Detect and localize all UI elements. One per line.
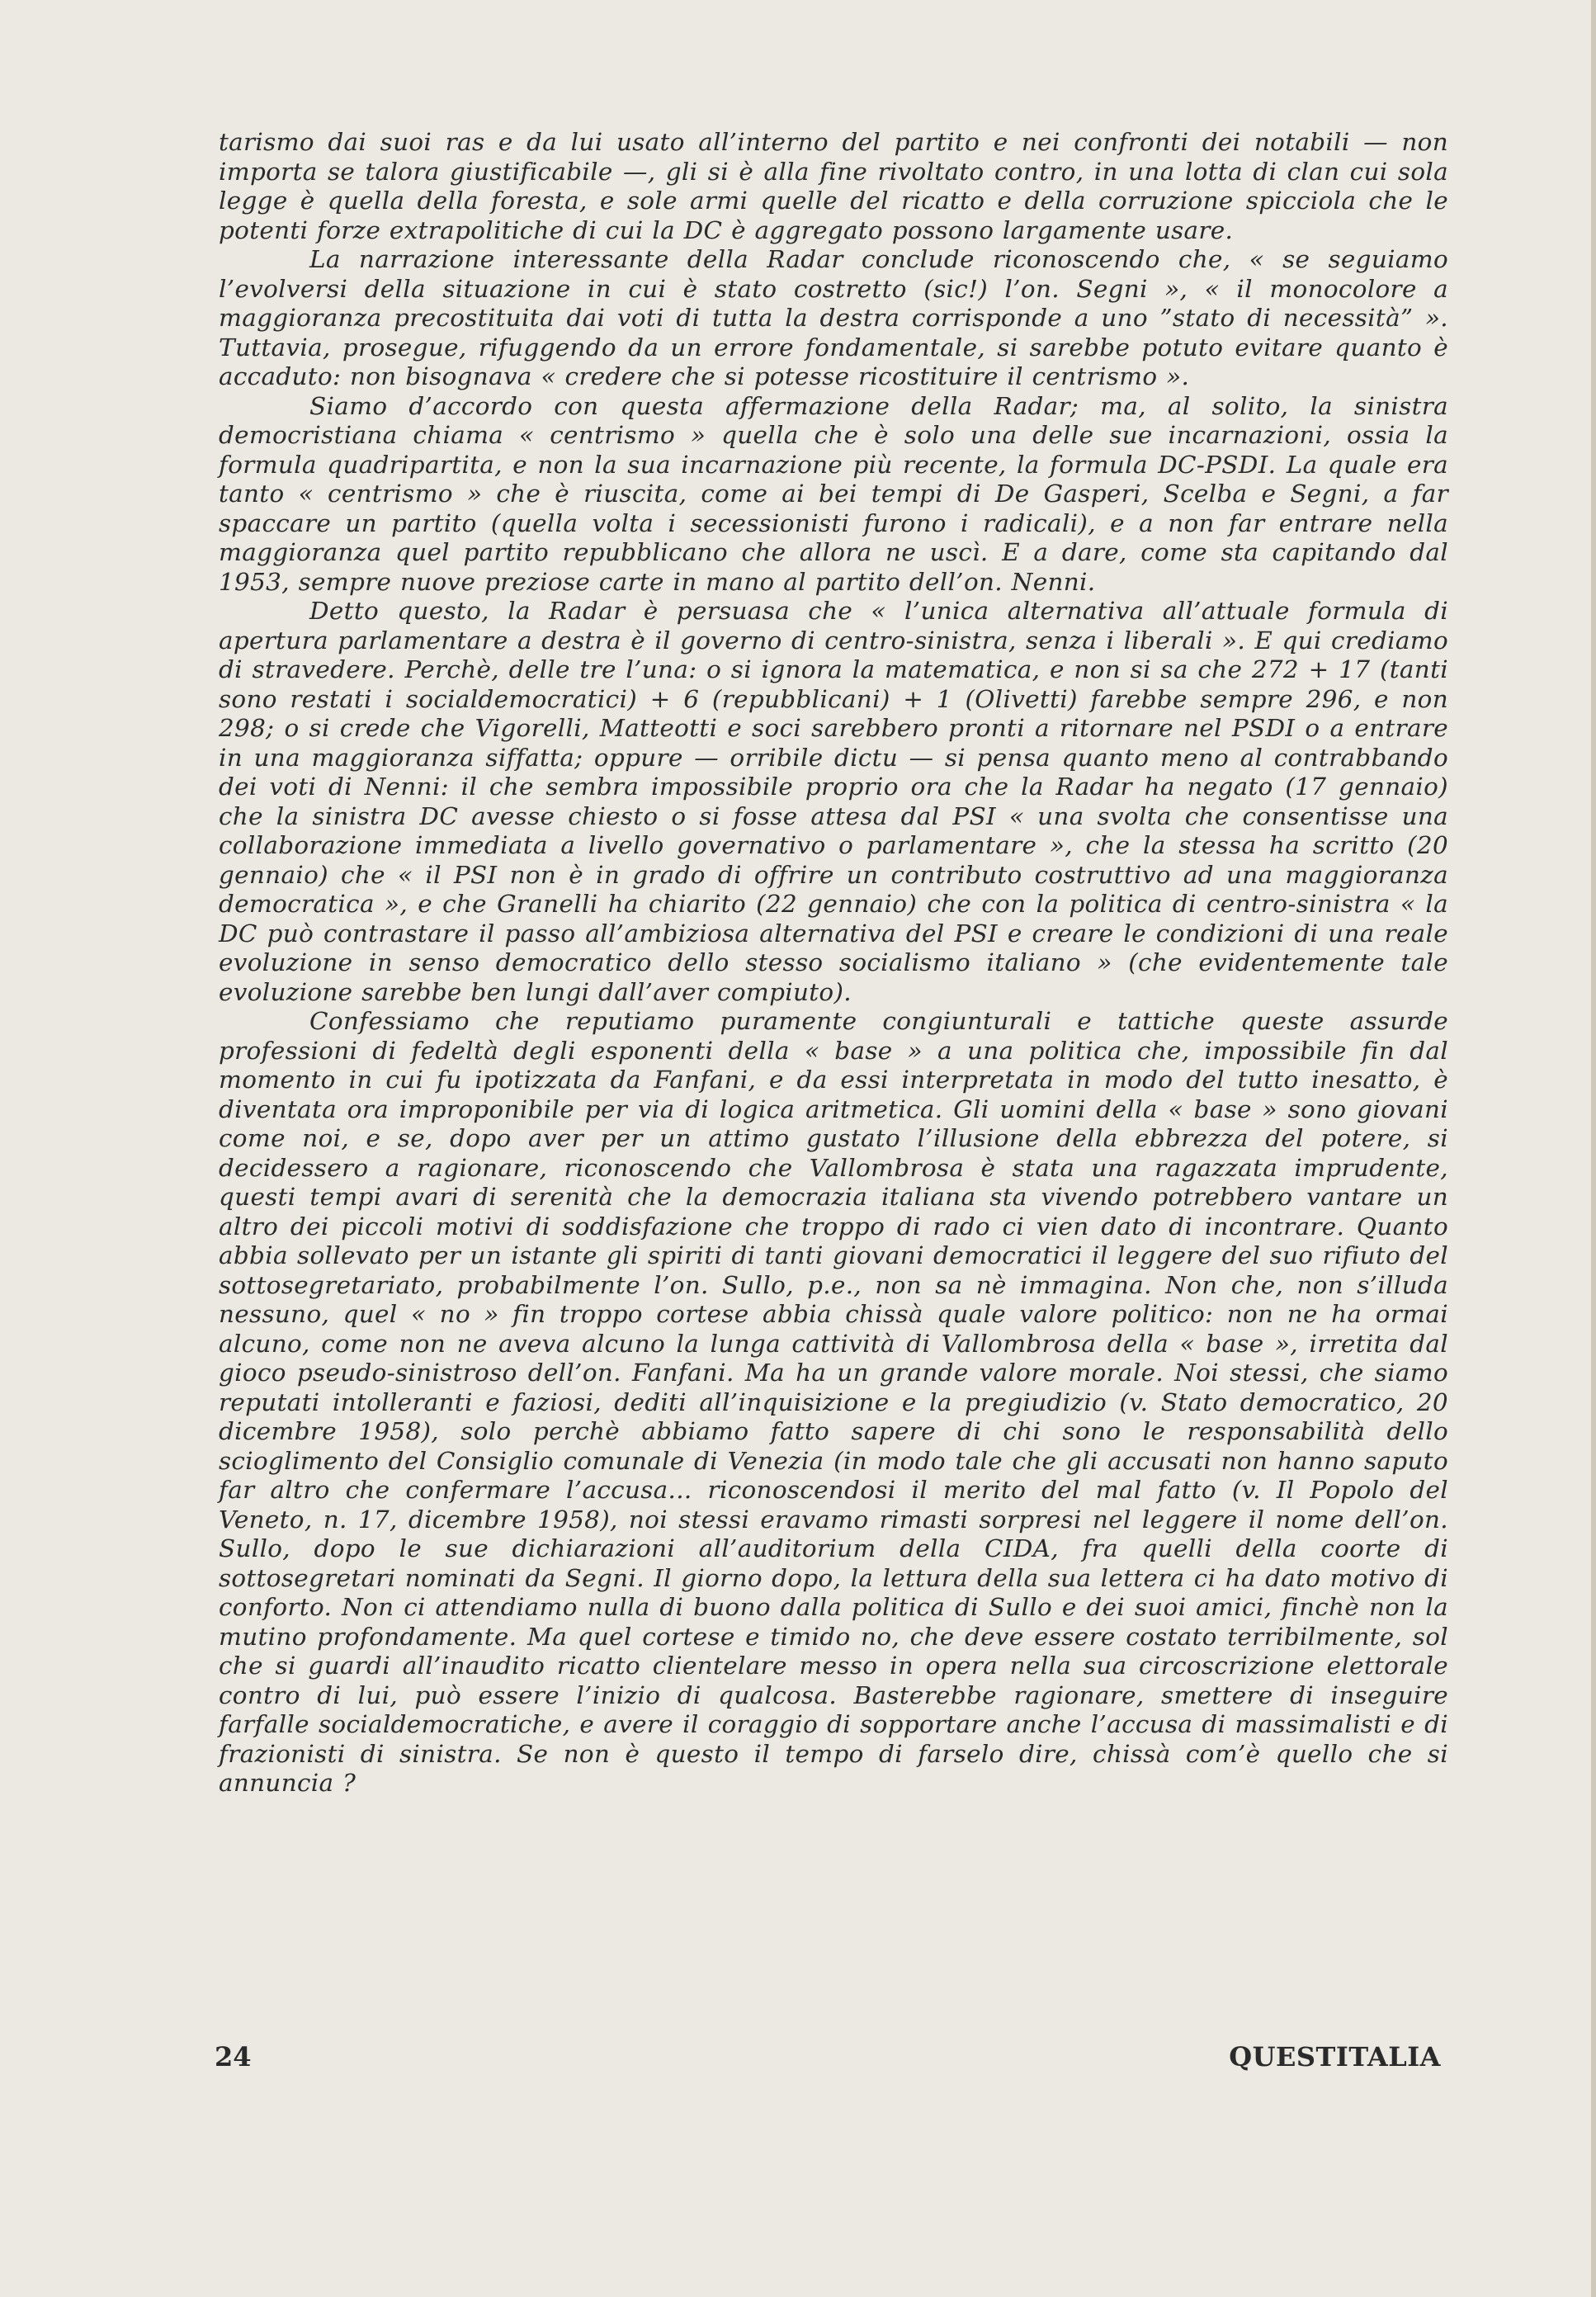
page-number: 24 — [215, 2041, 252, 2072]
paragraph-2: La narrazione interessante della Radar conclude riconoscendo che, « se seguiamo l’evolversi della situazione in cui è stato costretto (sic!) l’on. Segni », « il monocolore a maggioranza precostituita dai voti di tutta la destra corrisponde a uno ”stato di necessità” ». Tuttavia, prosegue, rifuggendo da un errore fondamentale, si sarebbe potuto evitare quanto è accaduto: non bisognava « credere che si potesse ricostituire il centrismo ». — [219, 245, 1448, 390]
paragraph-1: tarismo dai suoi ras e da lui usato all’interno del partito e nei confronti dei notabili — non importa se talora giustificabile —, gli si è alla fine rivoltato contro, in una lotta di clan cui sola legge è quella della foresta, e sole armi quelle del ricatto e della corruzione spicciola che le potenti forze extrapolitiche di cui la DC è aggregato possono largamente usare. — [219, 128, 1448, 244]
article-body — [219, 128, 1448, 1798]
paragraph-4: Detto questo, la Radar è persuasa che « l’unica alternativa all’attuale formula di apertura parlamentare a destra è il governo di centro-sinistra, senza i liberali ». E qui crediamo di stravedere. Perchè, delle tre l’una: o si ignora la matematica, e non si sa che 272 + 17 (tanti sono restati i socialdemocratici) + 6 (repubblicani) + 1 (Olivetti) farebbe sempre 296, e non 298; o si crede che Vigorelli, Matteotti e soci sarebbero pronti a ritornare nel PSDI o a entrare in una maggioranza siffatta; oppure — orribile dictu — si pensa quanto meno al contrabbando dei voti di Nenni: il che sembra impossibile proprio ora che la Radar ha negato (17 gennaio) che la sinistra DC avesse chiesto o si fosse attesa dal PSI « una svolta che consentisse una collaborazione immediata a livello governativo o parlamentare », che la stessa ha scritto (20 gennaio) che « il PSI non è in grado di offrire un contributo costruttivo ad una maggioranza democratica », e che Granelli ha chiarito (22 gennaio) che con la politica di centro-sinistra « la DC può contrastare il passo all’ambiziosa alternativa del PSI e creare le condizioni di una reale evoluzione in senso democratico dello stesso socialismo italiano » (che evidentemente tale evoluzione sarebbe ben lungi dall’aver compiuto). — [219, 597, 1448, 1006]
paragraph-5: Confessiamo che reputiamo puramente congiunturali e tattiche queste assurde professioni di fedeltà degli esponenti della « base » a una politica che, impossibile fin dal momento in cui fu ipotizzata da Fanfani, e da essi interpretata in modo del tutto inesatto, è diventata ora improponibile per via di logica aritmetica. Gli uomini della « base » sono giovani come noi, e se, dopo aver per un attimo gustato l’illusione della ebbrezza del potere, si decidessero a ragionare, riconoscendo che Vallombrosa è stata una ragazzata imprudente, questi tempi avari di serenità che la democrazia italiana sta vivendo potrebbero vantare un altro dei piccoli motivi di soddisfazione che troppo di rado ci vien dato di incontrare. Quanto abbia sollevato per un istante gli spiriti di tanti giovani democratici il leggere del suo rifiuto del sottosegretariato, probabilmente l’on. Sullo, p.e., non sa nè immagina. Non che, non s’illuda nessuno, quel « no » fin troppo cortese abbia chissà quale valore politico: non ne ha ormai alcuno, come non ne aveva alcuno la lunga cattività di Vallombrosa della « base », irretita dal gioco pseudo-sinistroso dell’on. Fanfani. Ma ha un grande valore morale. Noi stessi, che siamo reputati intolleranti e faziosi, dediti all’inquisizione e la pregiudizio (v. Stato democratico, 20 dicembre 1958), solo perchè abbiamo fatto sapere di chi sono le responsabilità dello scioglimento del Consiglio comunale di Venezia (in modo tale che gli accusati non hanno saputo far altro che confermare l’accusa... riconoscendosi il merito del mal fatto (v. Il Popolo del Veneto, n. 17, dicembre 1958), noi stessi eravamo rimasti sorpresi nel leggere il nome dell’on. Sullo, dopo le sue dichiarazioni all’auditorium della CIDA, fra quelli della coorte di sottosegretari nominati da Segni. Il giorno dopo, la lettura della sua lettera ci ha dato motivo di conforto. Non ci attendiamo nulla di buono dalla politica di Sullo e dei suoi amici, finchè non la mutino profondamente. Ma quel cortese e timido no, che deve essere costato terribilmente, sol che si guardi all’inaudito ricatto clientelare messo in opera nella sua circoscrizione elettorale contro di lui, può essere l’inizio di qualcosa. Basterebbe ragionare, smettere di inseguire farfalle socialdemocratiche, e avere il coraggio di sopportare anche l’accusa di massimalisti e di frazionisti di sinistra. Se non è questo il tempo di farselo dire, chissà com’è quello che si annuncia ? — [219, 1007, 1448, 1797]
magazine-name: QUESTITALIA — [1229, 2041, 1441, 2072]
paragraph-3: Siamo d’accordo con questa affermazione della Radar; ma, al solito, la sinistra democristiana chiama « centrismo » quella che è solo una delle sue incarnazioni, ossia la formula quadripartita, e non la sua incarnazione più recente, la formula DC-PSDI. La quale era tanto « centrismo » che è riuscita, come ai bei tempi di De Gasperi, Scelba e Segni, a far spaccare un partito (quella volta i secessionisti furono i radicali), e a non far entrare nella maggioranza quel partito repubblicano che allora ne uscì. E a dare, come sta capitando dal 1953, sempre nuove preziose carte in mano al partito dell’on. Nenni. — [219, 391, 1448, 596]
